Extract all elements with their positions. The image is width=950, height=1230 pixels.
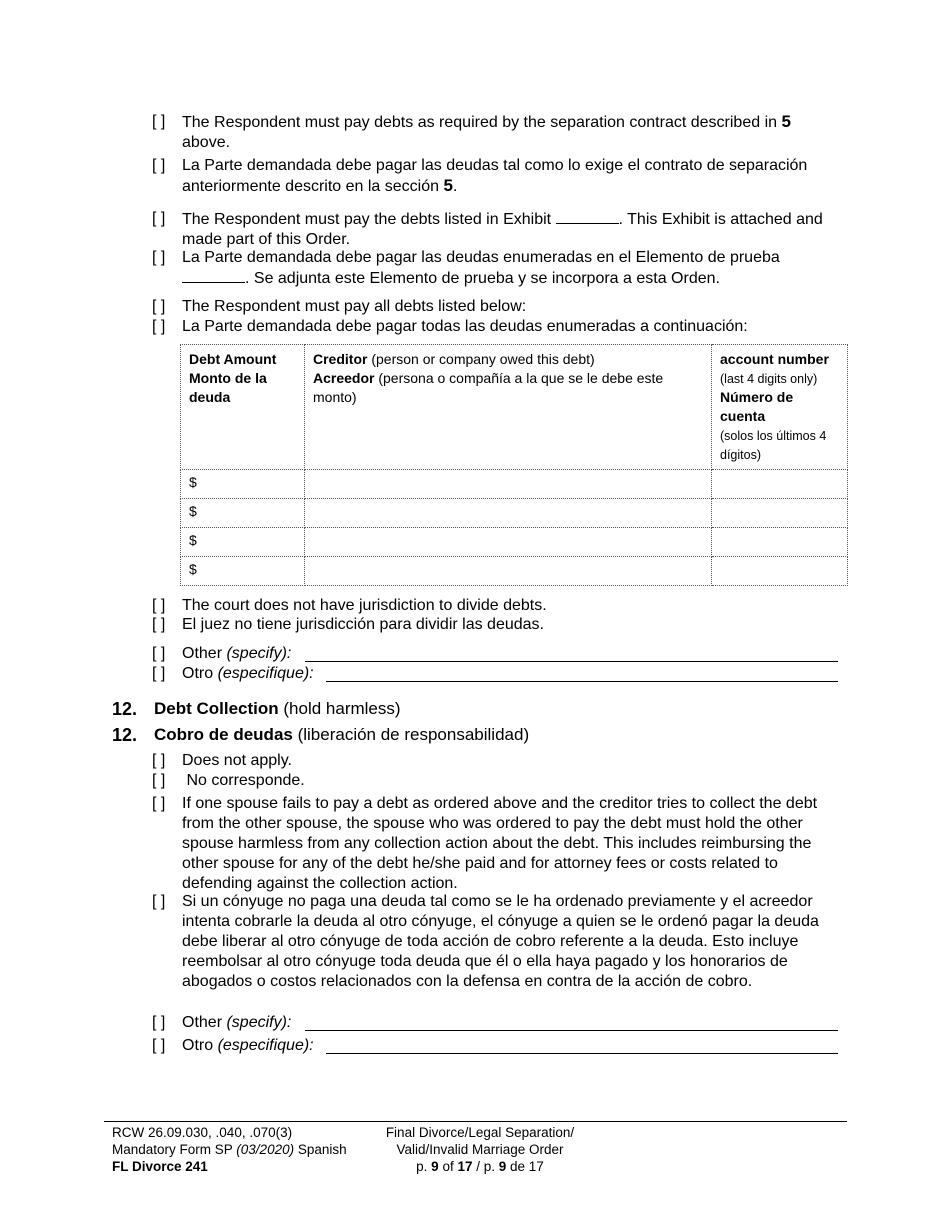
col-debt-amount-header: Debt Amount Monto de la deuda [181,345,305,470]
exhibit-blank[interactable] [182,268,245,283]
checkbox[interactable]: [ ] [152,597,166,614]
checkbox[interactable]: [ ] [152,893,166,910]
col-account-number-header: account number (last 4 digits only) Número de cuenta (solos los últimos 4 dígitos) [712,345,848,470]
creditor-cell[interactable] [305,499,712,528]
checkbox[interactable]: [ ] [152,645,166,662]
other-specify-line[interactable] [305,1030,838,1031]
checkbox[interactable]: [ ] [152,298,166,315]
checkbox[interactable]: [ ] [152,1037,166,1054]
checkbox[interactable]: [ ] [152,665,166,682]
other-especifique-line[interactable] [326,1053,838,1054]
creditor-cell[interactable] [305,528,712,557]
debt-amount-cell[interactable]: $ [181,557,305,586]
checkbox[interactable]: [ ] [152,1014,166,1031]
checkbox[interactable]: [ ] [152,249,166,266]
creditor-cell[interactable] [305,470,712,499]
other-specify-line[interactable] [305,661,838,662]
checkbox[interactable]: [ ] [152,210,166,227]
table-header-row [181,345,848,470]
checkbox[interactable]: [ ] [152,616,166,633]
footer-center: Final Divorce/Legal Separation/ Valid/Invalid Marriage Order p. 9 of 17 / p. 9 de 17 [370,1124,590,1175]
checkbox[interactable]: [ ] [152,772,166,789]
account-number-cell[interactable] [712,499,848,528]
checkbox[interactable]: [ ] [152,157,166,174]
debt-amount-cell[interactable]: $ [181,528,305,557]
debt-amount-cell[interactable]: $ [181,470,305,499]
checkbox[interactable]: [ ] [152,318,166,335]
checkbox[interactable]: [ ] [152,113,166,130]
debts-table [180,344,848,586]
footer-divider [104,1121,847,1122]
checkbox[interactable]: [ ] [152,752,166,769]
debt-amount-cell[interactable]: $ [181,499,305,528]
creditor-cell[interactable] [305,557,712,586]
account-number-cell[interactable] [712,470,848,499]
table-row [181,470,848,499]
other-especifique-line[interactable] [326,681,838,682]
footer-left: RCW 26.09.030, .040, .070(3) Mandatory Form SP (03/2020) Spanish FL Divorce 241 [112,1125,347,1174]
exhibit-blank[interactable] [556,209,619,224]
account-number-cell[interactable] [712,528,848,557]
table-row [181,557,848,586]
table-row [181,499,848,528]
table-row [181,528,848,557]
page-number: p. 9 of 17 / p. 9 de 17 [416,1159,544,1174]
col-creditor-header: Creditor (person or company owed this debt) Acreedor (persona o compañía a la que se le debe este monto) [305,345,712,470]
account-number-cell[interactable] [712,557,848,586]
checkbox[interactable]: [ ] [152,795,166,812]
